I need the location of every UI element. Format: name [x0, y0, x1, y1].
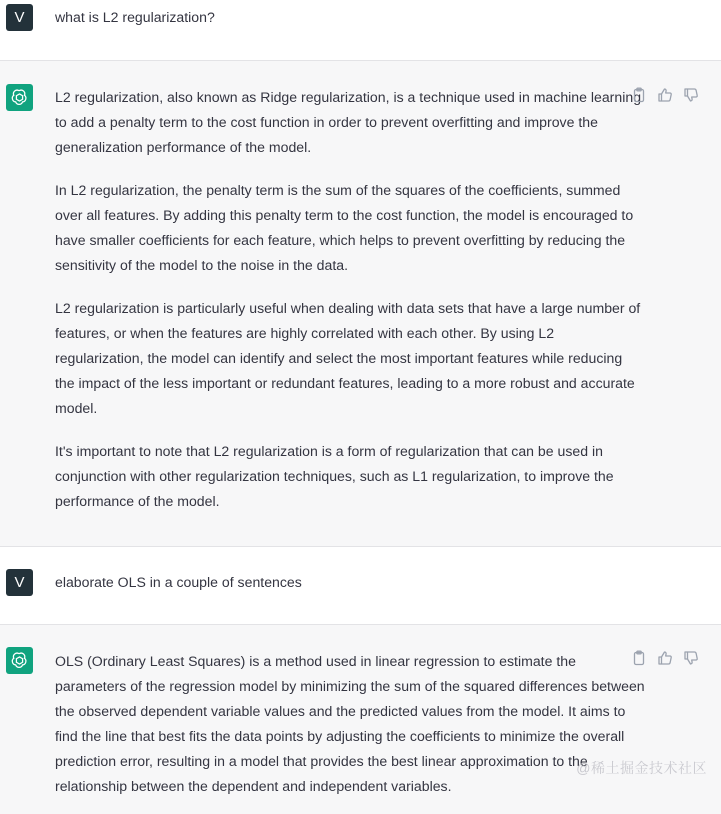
- clipboard-icon[interactable]: [631, 650, 647, 666]
- paragraph: L2 regularization, also known as Ridge regularization, is a technique used in machine learning to add a penalty term to the cost function in order to prevent overfitting and improve the generalization performance of the model.: [55, 89, 642, 155]
- user-message-text: what is L2 regularization?: [55, 9, 215, 25]
- user-message-1: [0, 0, 721, 60]
- message-actions: [631, 650, 699, 666]
- thumbs-up-icon[interactable]: [657, 650, 673, 666]
- assistant-message-2: [0, 624, 721, 814]
- assistant-message-text: [55, 85, 645, 514]
- thumbs-up-icon[interactable]: [657, 87, 673, 103]
- user-message-text: elaborate OLS in a couple of sentences: [55, 574, 302, 590]
- message-actions: [631, 87, 699, 103]
- clipboard-icon[interactable]: [631, 87, 647, 103]
- watermark: @稀土掘金技术社区: [576, 760, 707, 776]
- openai-logo-icon: [6, 84, 33, 111]
- paragraph: It's important to note that L2 regularization is a form of regularization that can be used in conjunction with other regularization techniques, such as L1 regularization, to improve the performance of the model.: [55, 443, 614, 509]
- paragraph: OLS (Ordinary Least Squares) is a method used in linear regression to estimate the parameters of the regression model by minimizing the sum of the squared differences between the observed dependent variable values and the predicted values from the model. It aims to find the line that best fits the data points by adjusting the coefficients to minimize the overall prediction error, resulting in a model that provides the best linear approximation to the relationship between the dependent and independent variables.: [55, 653, 645, 794]
- paragraph: In L2 regularization, the penalty term is the sum of the squares of the coefficients, summed over all features. By adding this penalty term to the cost function, the model is encouraged to have smaller coefficients for each feature, which helps to prevent overfitting by reducing the sensitivity of the model to the noise in the data.: [55, 182, 634, 273]
- user-avatar: V: [6, 569, 33, 596]
- user-avatar: V: [6, 4, 33, 31]
- assistant-message-text: [55, 649, 645, 799]
- user-message-2: [0, 548, 721, 624]
- assistant-message-1: [0, 60, 721, 547]
- openai-logo-icon: [6, 647, 33, 674]
- thumbs-down-icon[interactable]: [683, 87, 699, 103]
- paragraph: L2 regularization is particularly useful when dealing with data sets that have a large number of features, or when the features are highly correlated with each other. By using L2 regularization, the model can identify and select the most important features while reducing the impact of the less important or redundant features, leading to a more robust and accurate model.: [55, 300, 641, 416]
- thumbs-down-icon[interactable]: [683, 650, 699, 666]
